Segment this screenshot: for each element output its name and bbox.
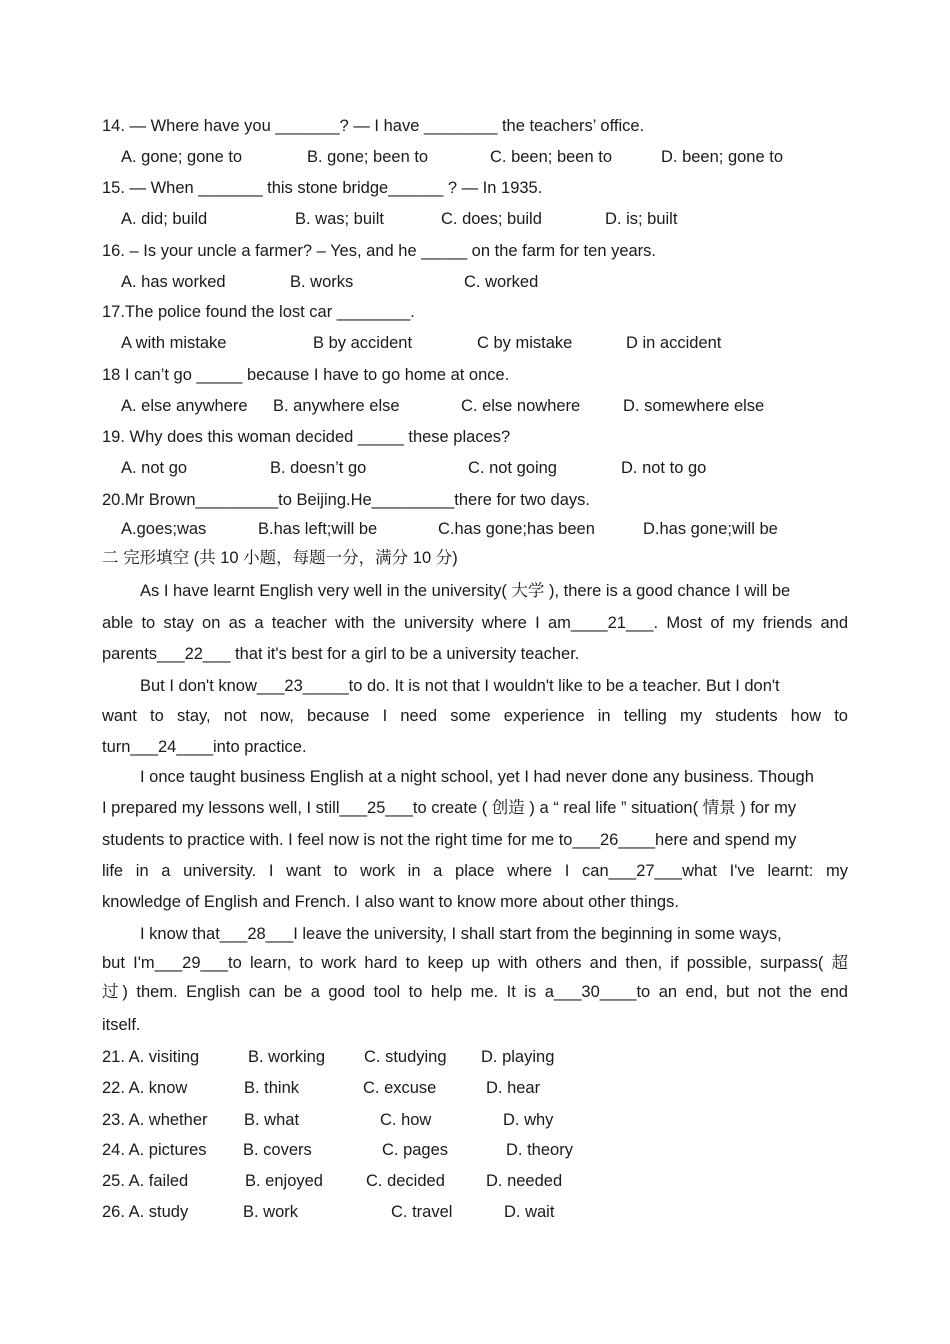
- option-d: D.has gone;will be: [643, 520, 778, 538]
- option-c: C. not going: [468, 459, 557, 477]
- passage-line: life in a university. I want to work in a place where I can___27___what I've learnt: my: [102, 862, 848, 880]
- option-d: D. is; built: [605, 210, 678, 228]
- option-d: D in accident: [626, 334, 722, 352]
- option-a: A. not go: [121, 459, 188, 477]
- passage-line: But I don't know___23_____to do. It is not that I wouldn't like to be a teacher. But I don't: [140, 677, 780, 695]
- option-b: B. working: [248, 1048, 326, 1066]
- passage-line: turn___24____into practice.: [102, 738, 307, 756]
- question-14-stem: 14. — Where have you _______? — I have ________ the teachers’ office.: [102, 117, 645, 135]
- passage-line: itself.: [102, 1016, 141, 1034]
- option-c: C. pages: [382, 1141, 449, 1159]
- option-d: D. theory: [506, 1141, 573, 1159]
- passage-line: knowledge of English and French. I also want to know more about other things.: [102, 893, 679, 911]
- option-b: B. work: [243, 1203, 299, 1221]
- option-c: C by mistake: [477, 334, 573, 352]
- option-a: A.goes;was: [121, 520, 207, 538]
- option-a: A. did; build: [121, 210, 208, 228]
- passage-line: I once taught business English at a night school, yet I had never done any business. Though: [140, 768, 814, 786]
- section-heading: 二 完形填空 (共 10 小题，每题一分，满分 10 分): [102, 549, 458, 567]
- passage-line: I prepared my lessons well, I still___25___to create ( 创造 ) a “ real life ” situation( 情景 ) for my: [102, 799, 797, 817]
- option-c: C. decided: [366, 1172, 445, 1190]
- option-b: B.has left;will be: [258, 520, 378, 538]
- option-c: C. does; build: [441, 210, 542, 228]
- passage-line: I know that___28___I leave the university, I shall start from the beginning in some ways,: [140, 925, 782, 943]
- option-c: C. how: [380, 1111, 432, 1129]
- option-d: D. playing: [481, 1048, 555, 1066]
- option-a: 26. A. study: [102, 1203, 189, 1221]
- option-a: A. gone; gone to: [121, 148, 243, 166]
- option-d: D. needed: [486, 1172, 563, 1190]
- option-c: C. studying: [364, 1048, 447, 1066]
- question-16-stem: 16. – Is your uncle a farmer? – Yes, and he _____ on the farm for ten years.: [102, 242, 657, 260]
- passage-line: able to stay on as a teacher with the university where I am____21___. Most of my friends and: [102, 614, 848, 632]
- option-b: B. doesn’t go: [270, 459, 367, 477]
- option-b: B by accident: [313, 334, 413, 352]
- option-a: 24. A. pictures: [102, 1141, 207, 1159]
- question-17-stem: 17.The police found the lost car ________.: [102, 303, 415, 321]
- passage-line: 过) them. English can be a good tool to help me. It is a___30____to an end, but not the end: [102, 983, 848, 1001]
- option-b: B. gone; been to: [307, 148, 429, 166]
- option-b: B. enjoyed: [245, 1172, 323, 1190]
- option-d: D. not to go: [621, 459, 707, 477]
- option-c: C. else nowhere: [461, 397, 581, 415]
- option-c: C.has gone;has been: [438, 520, 595, 538]
- option-a: 21. A. visiting: [102, 1048, 200, 1066]
- passage-line: want to stay, not now, because I need some experience in telling my students how to: [102, 707, 848, 725]
- option-a: 22. A. know: [102, 1079, 188, 1097]
- passage-line: parents___22___ that it's best for a girl to be a university teacher.: [102, 645, 580, 663]
- option-d: D. why: [503, 1111, 554, 1129]
- passage-line: but I'm___29___to learn, to work hard to keep up with others and then, if possible, surpass( 超: [102, 954, 848, 972]
- option-d: D. hear: [486, 1079, 541, 1097]
- option-c: C. been; been to: [490, 148, 613, 166]
- option-b: B. anywhere else: [273, 397, 400, 415]
- option-b: B. covers: [243, 1141, 312, 1159]
- option-b: B. what: [244, 1111, 300, 1129]
- option-a: A. else anywhere: [121, 397, 248, 415]
- question-15-stem: 15. — When _______ this stone bridge______ ? — In 1935.: [102, 179, 543, 197]
- option-a: 23. A. whether: [102, 1111, 208, 1129]
- option-d: D. somewhere else: [623, 397, 765, 415]
- option-a: A. has worked: [121, 273, 226, 291]
- question-18-stem: 18 I can’t go _____ because I have to go home at once.: [102, 366, 510, 384]
- option-b: B. was; built: [295, 210, 384, 228]
- option-a: A with mistake: [121, 334, 227, 352]
- option-b: B. works: [290, 273, 354, 291]
- option-b: B. think: [244, 1079, 300, 1097]
- option-c: C. worked: [464, 273, 539, 291]
- question-19-stem: 19. Why does this woman decided _____ these places?: [102, 428, 511, 446]
- option-c: C. travel: [391, 1203, 453, 1221]
- option-d: D. wait: [504, 1203, 555, 1221]
- passage-line: students to practice with. I feel now is not the right time for me to___26____here and spend my: [102, 831, 797, 849]
- option-c: C. excuse: [363, 1079, 437, 1097]
- option-d: D. been; gone to: [661, 148, 784, 166]
- passage-line: As I have learnt English very well in the university( 大学 ), there is a good chance I will be: [140, 582, 791, 600]
- question-20-stem: 20.Mr Brown_________to Beijing.He_________there for two days.: [102, 491, 590, 509]
- option-a: 25. A. failed: [102, 1172, 189, 1190]
